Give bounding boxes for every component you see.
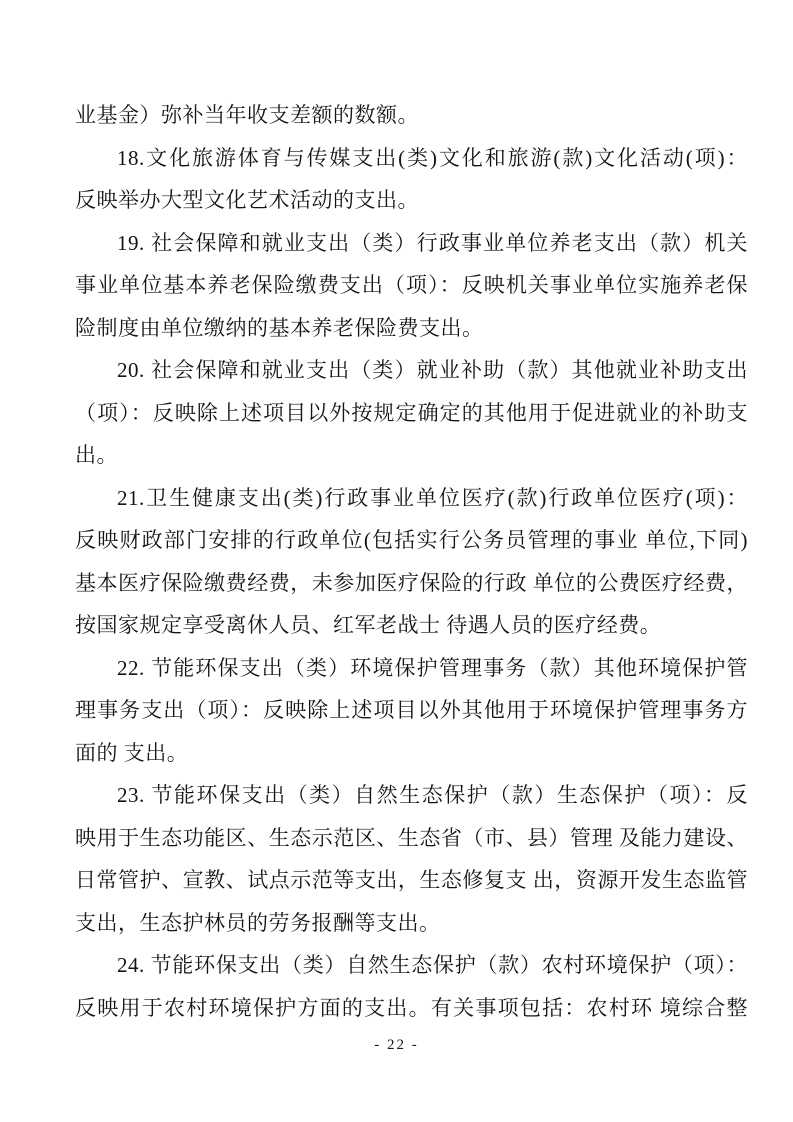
text-line: 反映举办大型文化艺术活动的支出。 (75, 188, 419, 212)
text-line: 面的 支出。 (75, 740, 189, 765)
text-line: （项）：反映除上述项目以外按规定确定的其他用于促进就业的补助支 (75, 400, 748, 425)
paragraph-item-23 (75, 774, 748, 944)
text-line: 18.文化旅游体育与传媒支出(类)文化和旅游(款)文化活动(项)： (117, 145, 748, 170)
text-line: 业基金）弥补当年收支差额的数额。 (75, 103, 419, 127)
text-line: 出。 (75, 443, 118, 467)
text-line: 支出，生态护林员的劳务报酬等支出。 (75, 910, 441, 935)
text-line: 按国家规定享受离休人员、红军老战士 待遇人员的医疗经费。 (75, 613, 662, 637)
paragraph-item-17-continuation (75, 94, 748, 137)
paragraph-item-21 (75, 477, 748, 647)
text-line: 险制度由单位缴纳的基本养老保险费支出。 (75, 315, 484, 340)
text-line: 事业单位基本养老保险缴费支出（项）：反映机关事业单位实施养老保 (75, 273, 748, 297)
text-line: 基本医疗保险缴费经费，未参加医疗保险的行政 单位的公费医疗经费， (75, 570, 748, 595)
paragraph-item-20 (75, 349, 748, 477)
page-number: - 22 - (374, 1037, 419, 1053)
text-line: 反映用于农村环境保护方面的支出。有关事项包括：农村环 境综合整 (75, 995, 748, 1020)
text-line: 日常管护、宣教、试点示范等支出，生态修复支 出，资源开发生态监管 (75, 868, 748, 892)
paragraph-item-24 (75, 944, 748, 1029)
text-line: 映用于生态功能区、生态示范区、生态省（市、县）管理 及能力建设、 (75, 825, 748, 850)
text-line: 19. 社会保障和就业支出（类）行政事业单位养老支出（款）机关 (117, 230, 748, 255)
paragraph-item-18 (75, 137, 748, 222)
text-line: 反映财政部门安排的行政单位(包括实行公务员管理的事业 单位,下同) (75, 528, 748, 552)
text-line: 22. 节能环保支出（类）环境保护管理事务（款）其他环境保护管 (117, 655, 748, 680)
text-line: 23. 节能环保支出（类）自然生态保护（款）生态保护（项）：反 (117, 783, 748, 807)
text-line: 21.卫生健康支出(类)行政事业单位医疗(款)行政单位医疗(项)： (117, 485, 748, 510)
document-body (75, 94, 748, 1029)
paragraph-item-22 (75, 647, 748, 775)
text-line: 理事务支出（项）：反映除上述项目以外其他用于环境保护管理事务方 (75, 698, 748, 722)
text-line: 20. 社会保障和就业支出（类）就业补助（款）其他就业补助支出 (117, 358, 748, 382)
paragraph-item-19 (75, 222, 748, 350)
text-line: 24. 节能环保支出（类）自然生态保护（款）农村环境保护（项）： (117, 953, 748, 977)
